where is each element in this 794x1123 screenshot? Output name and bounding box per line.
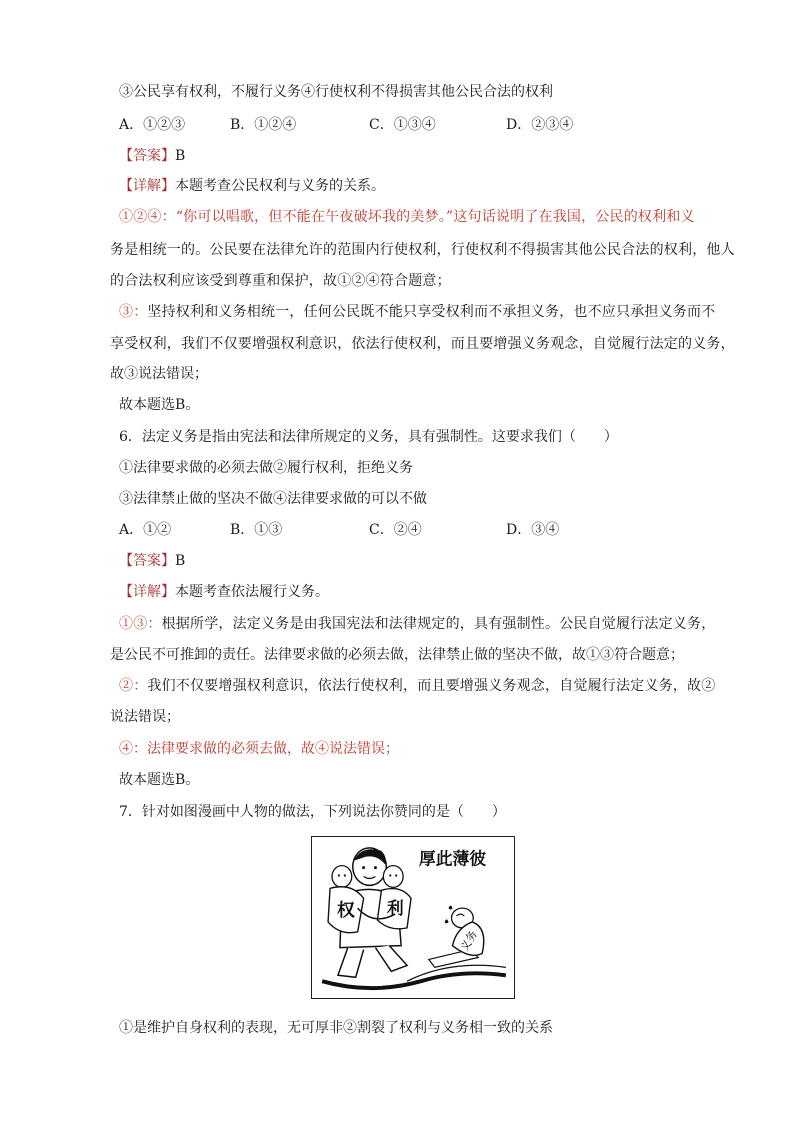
- q6-answer-label: 【答案】: [119, 553, 175, 569]
- q6-explanation-3: ④：法律要求做的必须去做，故④说法错误；: [119, 741, 399, 757]
- q5-option-d: D．②③④: [506, 117, 574, 133]
- q6-option-d: D．③④: [506, 522, 560, 538]
- cartoon-illustration: [312, 837, 514, 998]
- q6-stem: 6．法定义务是指由宪法和法律所规定的义务，具有强制性。这要求我们（ ）: [119, 429, 618, 445]
- q5-detail-label: 【详解】: [119, 178, 175, 194]
- q5-conclusion: 故本题选B。: [119, 397, 200, 413]
- q6-detail-text: 本题考查依法履行义务。: [175, 584, 329, 600]
- q6-detail: [119, 582, 329, 602]
- q5-exp1-marker: ①②④：: [119, 209, 176, 225]
- q7-statement-12: ①是维护自身权利的表现，无可厚非②割裂了权利与义务相一致的关系: [119, 1020, 553, 1036]
- q6-option-c: C．②④: [369, 522, 422, 538]
- cartoon-label-yiwu: 义务: [457, 928, 481, 954]
- q6-answer-value: B: [175, 553, 186, 569]
- cartoon-figure: [311, 836, 515, 999]
- q6-option-b: B．①③: [230, 522, 283, 538]
- q6-explanation-1-line-1: [119, 614, 715, 634]
- q5-answer: [119, 146, 185, 166]
- cartoon-label-li: 利: [386, 898, 404, 919]
- q5-detail: [119, 176, 385, 196]
- q5-exp2-text: 坚持权利和义务相统一，任何公民既不能只享受权利而不承担义务，也不应只承担义务而不: [147, 304, 716, 320]
- q6-statement-12: ①法律要求做的必须去做②履行权利，拒绝义务: [119, 460, 413, 476]
- q6-explanation-1-line-2: 是公民不可推卸的责任。法律要求做的必须去做，法律禁止做的坚决不做，故①③符合题意；: [110, 647, 684, 663]
- q5-option-c: C．①③④: [369, 117, 436, 133]
- q5-explanation-1-line-2: 务是相统一的。公民要在法律允许的范围内行使权利，行使权利不得损害其他公民合法的权利，他人: [110, 242, 735, 258]
- q5-option-a: A．①②③: [119, 117, 186, 133]
- q5-explanation-1-line-3: 的合法权利应该受到尊重和保护，故①②④符合题意；: [110, 273, 451, 289]
- q6-exp2-text: 我们不仅要增强权利意识，依法行使权利，而且要增强义务观念，自觉履行法定义务，故②: [147, 678, 716, 694]
- q6-detail-label: 【详解】: [119, 584, 175, 600]
- q6-exp1-marker: ①③：: [119, 616, 162, 632]
- q6-conclusion: 故本题选B。: [119, 772, 200, 788]
- q5-explanation-2-line-1: [119, 302, 715, 322]
- q5-answer-value: B: [175, 148, 186, 164]
- q5-explanation-2-line-3: 故③说法错误；: [110, 366, 208, 382]
- q5-explanation-2-line-2: 享受权利，我们不仅要增强权利意识，依法行使权利，而且要增强义务观念，自觉履行法定的义务，: [110, 336, 735, 352]
- q5-exp1-text: “你可以唱歌，但不能在午夜破坏我的美梦。”这句话说明了在我国，公民的权利和义: [175, 209, 695, 225]
- q6-statement-34: ③法律禁止做的坚决不做④法律要求做的可以不做: [119, 491, 427, 507]
- q5-statement-34: ③公民享有权利，不履行义务④行使权利不得损害其他公民合法的权利: [119, 84, 553, 100]
- q6-explanation-2-line-1: [119, 676, 715, 696]
- q5-explanation-1-line-1: [119, 207, 695, 227]
- cartoon-label-quan: 权: [336, 901, 355, 922]
- q6-option-a: A．①②: [119, 522, 172, 538]
- q5-answer-label: 【答案】: [119, 148, 175, 164]
- q6-answer: [119, 551, 185, 571]
- q7-stem: 7．针对如图漫画中人物的做法，下列说法你赞同的是（ ）: [119, 804, 506, 820]
- cartoon-title: 厚此薄彼: [418, 848, 487, 869]
- q5-detail-text: 本题考查公民权利与义务的关系。: [175, 178, 385, 194]
- q6-explanation-2-line-2: 说法错误；: [110, 709, 180, 725]
- q6-exp1-text: 根据所学，法定义务是由我国宪法和法律规定的，具有强制性。公民自觉履行法定义务，: [161, 616, 716, 632]
- q5-option-b: B．①②④: [230, 117, 297, 133]
- q5-exp2-marker: ③：: [119, 304, 148, 320]
- q6-exp2-marker: ②：: [119, 678, 148, 694]
